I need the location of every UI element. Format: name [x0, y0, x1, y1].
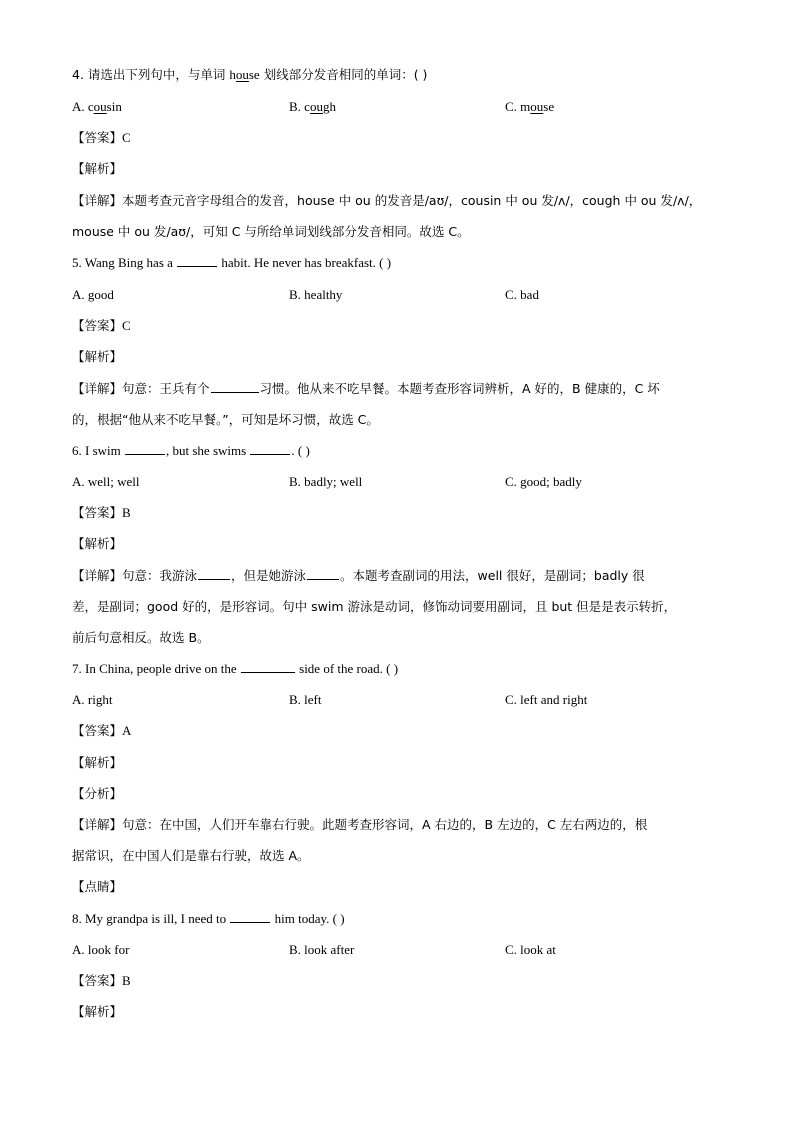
q6-detail-blank-2	[307, 568, 339, 580]
q6-detail-line-3: 前后句意相反。故选 B。	[72, 630, 210, 645]
q4-option-a: A. cousin	[72, 99, 122, 114]
q6-detail-line-1: 【详解】句意：我游泳 ，但是她游泳 。本题考查副词的用法，well 很好，是副词；badly 很	[72, 568, 645, 583]
q7-option-b: B. left	[289, 692, 322, 707]
q6-detail-blank-1	[198, 568, 230, 580]
q8-option-a: A. look for	[72, 942, 130, 957]
q6-answer: 【答案】B	[72, 505, 131, 520]
q6-option-b: B. badly; well	[289, 474, 363, 489]
q8-answer: 【答案】B	[72, 973, 131, 988]
q5-analysis-label: 【解析】	[72, 349, 123, 364]
q4-detail-line-1: 【详解】本题考查元音字母组合的发音，house 中 ou 的发音是/aʊ/，cousin 中 ou 发/ʌ/，cough 中 ou 发/ʌ/，	[72, 193, 702, 208]
q8-stem: 8. My grandpa is ill, I need to him today. ( )	[72, 911, 345, 926]
q6-option-a: A. well; well	[72, 474, 140, 489]
q8-option-c: C. look at	[505, 942, 556, 957]
q5-option-c: C. bad	[505, 287, 539, 302]
q7-dianjing-label: 【点睛】	[72, 879, 123, 894]
q7-option-a: A. right	[72, 692, 113, 707]
q4-detail-line-2: mouse 中 ou 发/aʊ/，可知 C 与所给单词划线部分发音相同。故选 C。	[72, 224, 470, 239]
q6-stem: 6. I swim , but she swims . ( )	[72, 443, 310, 458]
q5-option-a: A. good	[72, 287, 114, 302]
q8-option-b: B. look after	[289, 942, 355, 957]
q4-answer: 【答案】C	[72, 130, 131, 145]
q5-stem: 5. Wang Bing has a habit. He never has breakfast. ( )	[72, 255, 392, 270]
q7-detail-line-2: 据常识，在中国人们是靠右行驶，故选 A。	[72, 848, 310, 863]
q8-analysis-label: 【解析】	[72, 1004, 123, 1019]
q4-analysis-label: 【解析】	[72, 161, 123, 176]
q7-option-c: C. left and right	[505, 692, 588, 707]
q8-blank	[230, 911, 270, 923]
q5-blank	[177, 255, 217, 267]
q6-blank-2	[250, 443, 290, 455]
q6-analysis-label: 【解析】	[72, 536, 123, 551]
q4-option-b: B. cough	[289, 99, 336, 114]
q7-answer: 【答案】A	[72, 723, 132, 738]
q5-option-b: B. healthy	[289, 287, 343, 302]
q5-answer: 【答案】C	[72, 318, 131, 333]
q7-detail-line-1: 【详解】句意：在中国，人们开车靠右行驶。此题考查形容词，A 右边的，B 左边的，C 左右两边的，根	[72, 817, 648, 832]
q5-detail-blank	[211, 381, 259, 393]
q7-blank	[241, 661, 295, 673]
q5-detail-line-2: 的，根据“他从来不吃早餐。”，可知是坏习惯，故选 C。	[72, 412, 379, 427]
q4-option-c: C. mouse	[505, 99, 555, 114]
q6-detail-line-2: 差，是副词；good 好的，是形容词。句中 swim 游泳是动词，修饰动词要用副词，且 but 但是是表示转折，	[72, 599, 677, 614]
q6-blank-1	[125, 443, 165, 455]
q7-stem: 7. In China, people drive on the side of the road. ( )	[72, 661, 399, 676]
q7-analysis-label: 【解析】	[72, 755, 123, 770]
q7-fenxi-label: 【分析】	[72, 786, 123, 801]
q5-detail-line-1: 【详解】句意：王兵有个 习惯。他从来不吃早餐。本题考查形容词辨析，A 好的，B 健康的，C 坏	[72, 381, 660, 396]
q4-stem: 4. 请选出下列句中，与单词 house 划线部分发音相同的单词：( )	[72, 67, 428, 82]
q6-option-c: C. good; badly	[505, 474, 582, 489]
